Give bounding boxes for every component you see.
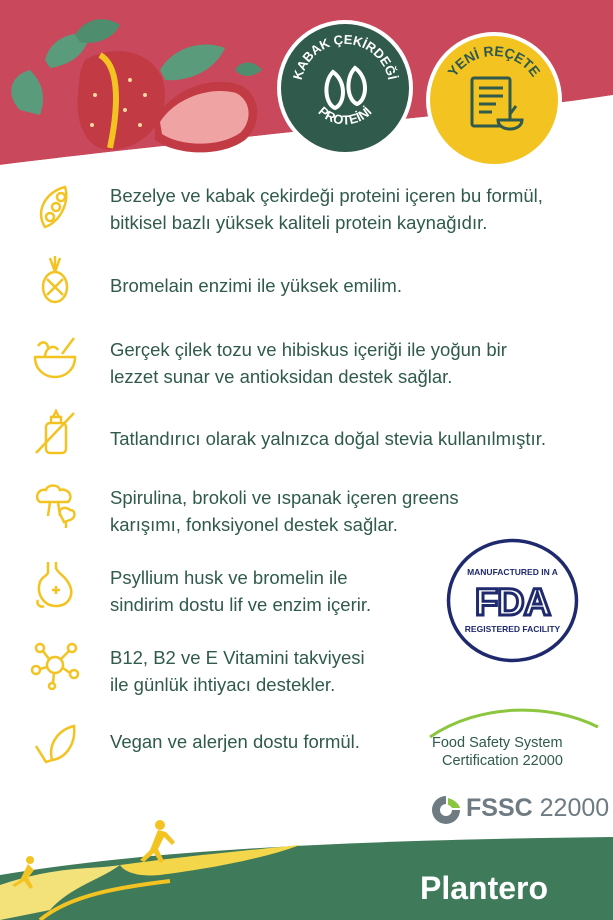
mortar-bowl-icon [30, 332, 80, 382]
fda-mark-text: FDA [474, 582, 551, 624]
broccoli-icon [30, 480, 80, 530]
badge-left-top-text: KABAK ÇEKİRDEĞİ [289, 31, 401, 82]
fda-badge [445, 537, 580, 664]
fda-top-text: MANUFACTURED IN A [467, 567, 558, 577]
pea-pod-icon [30, 182, 80, 232]
fssc-logo-bold: FSSC [466, 794, 533, 822]
pineapple-icon [30, 254, 80, 304]
fssc-certification [420, 705, 605, 780]
fssc-line1: Food Safety System [432, 735, 563, 751]
svg-text:PROTEİNİ [316, 103, 375, 127]
feature-text-line: Psyllium husk ve bromelin ile [110, 567, 348, 588]
feature-text-line: Vegan ve alerjen dostu formül. [110, 731, 360, 752]
svg-text:YENİ REÇETE [444, 43, 543, 80]
fda-bottom-text: REGISTERED FACILITY [464, 624, 561, 634]
fssc-logo-num: 22000 [532, 794, 610, 822]
feature-text-line: B12, B2 ve E Vitamini takviyesi [110, 647, 365, 668]
leaf-check-icon [30, 720, 80, 770]
svg-text:KABAK ÇEKİRDEĞİ [290, 32, 400, 81]
stomach-icon [30, 560, 80, 610]
badge-right-text: YENİ REÇETE [444, 42, 544, 80]
pumpkin-protein-badge [277, 20, 413, 156]
seeds-icon [326, 68, 365, 108]
feature-text-line: Gerçek çilek tozu ve hibiskus içeriği ile yoğun bir [110, 339, 507, 360]
feature-text-line: bitkisel bazlı yüksek kaliteli protein kaynağıdır. [110, 212, 488, 233]
feature-text-line: karışımı, fonksiyonel destek sağlar. [110, 514, 398, 535]
feature-text-line: Tatlandırıcı olarak yalnızca doğal stevia kullanılmıştır. [110, 428, 546, 449]
strawberry-illustration [0, 0, 270, 175]
badge-left-bottom-text: PROTEİNİ [315, 103, 375, 128]
header-banner [0, 0, 613, 175]
fssc-line2: Certification 22000 [442, 753, 563, 769]
no-sugar-bottle-icon [30, 407, 80, 457]
feature-text-line: Spirulina, brokoli ve ıspanak içeren greens [110, 487, 459, 508]
feature-text-line: Bromelain enzimi ile yüksek emilim. [110, 275, 402, 296]
molecule-icon [30, 640, 80, 690]
feature-text-line: Bezelye ve kabak çekirdeği proteini içeren bu formül, [110, 185, 543, 206]
recipe-icon [472, 78, 522, 129]
feature-text-line: sindirim dostu lif ve enzim içerir. [110, 594, 372, 615]
feature-text-line: ile günlük ihtiyacı destekler. [110, 674, 336, 695]
new-recipe-badge [426, 32, 562, 168]
brand-logo: Plantero [420, 870, 549, 906]
feature-text-line: lezzet sunar ve antioksidan destek sağlar. [110, 366, 453, 387]
